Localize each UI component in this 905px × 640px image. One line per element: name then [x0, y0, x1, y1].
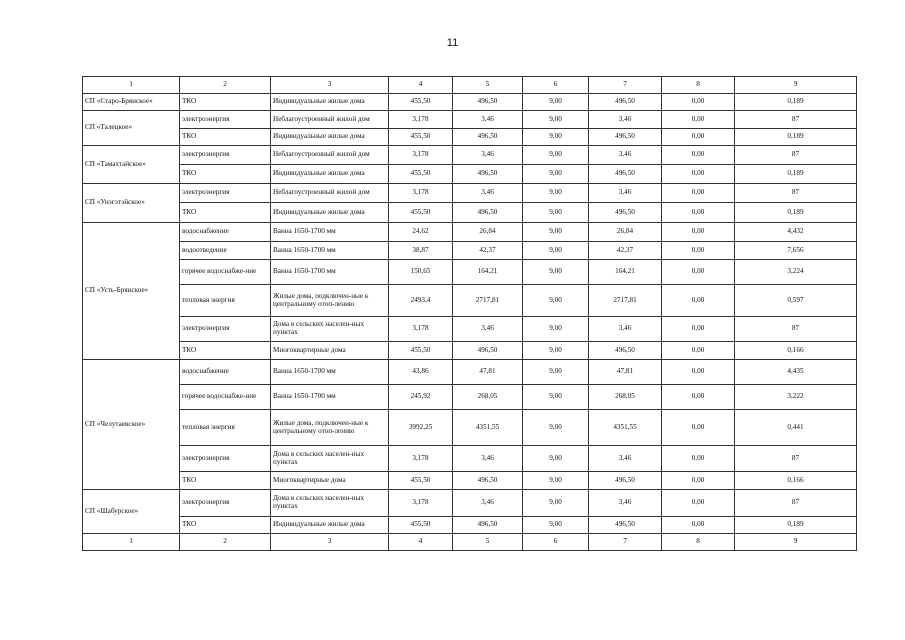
- value-cell: 3,178: [389, 446, 453, 472]
- value-cell: 38,87: [389, 242, 453, 260]
- value-cell: 0,00: [662, 490, 735, 517]
- value-cell: 9,00: [523, 242, 589, 260]
- resource-type: электроэнергия: [180, 111, 271, 129]
- value-cell: 3,46: [589, 146, 662, 165]
- table-row: [83, 165, 857, 184]
- value-cell: 496,50: [589, 94, 662, 111]
- resource-type: ТКО: [180, 517, 271, 534]
- resource-type: электроэнергия: [180, 146, 271, 165]
- consumer-category: Неблагоустроенный жилой дом: [271, 111, 389, 129]
- value-cell: 0,00: [662, 223, 735, 242]
- value-cell: 3,46: [589, 184, 662, 203]
- value-cell: 43,86: [389, 360, 453, 385]
- value-cell: 3,178: [389, 111, 453, 129]
- value-cell: 9,00: [523, 146, 589, 165]
- settlement-name: СП «Талецкое»: [83, 111, 180, 146]
- value-cell: 3,178: [389, 184, 453, 203]
- table-row: [83, 472, 857, 490]
- value-cell: 0,00: [662, 385, 735, 410]
- column-number: 1: [83, 77, 180, 94]
- tariff-table: [82, 76, 857, 551]
- consumer-category: Ванна 1650-1700 мм: [271, 385, 389, 410]
- resource-type: тепловая энергия: [180, 285, 271, 317]
- resource-type: электроэнергия: [180, 184, 271, 203]
- value-cell: 0,166: [735, 472, 857, 490]
- column-number: 2: [180, 534, 271, 551]
- value-cell: 0,189: [735, 203, 857, 223]
- value-cell: 9,00: [523, 360, 589, 385]
- column-number: 7: [589, 534, 662, 551]
- header-row: [83, 77, 857, 94]
- value-cell: 496,50: [589, 472, 662, 490]
- consumer-category: Дома в сельских населен-ных пунктах: [271, 446, 389, 472]
- value-cell: 0,00: [662, 285, 735, 317]
- table-row: [83, 242, 857, 260]
- value-cell: 9,00: [523, 285, 589, 317]
- table-row: [83, 410, 857, 446]
- value-cell: 268,05: [589, 385, 662, 410]
- consumer-category: Неблагоустроенный жилой дом: [271, 184, 389, 203]
- value-cell: 9,00: [523, 94, 589, 111]
- value-cell: 26,84: [453, 223, 523, 242]
- resource-type: ТКО: [180, 472, 271, 490]
- table-row: [83, 260, 857, 285]
- value-cell: 87: [735, 490, 857, 517]
- table-row: [83, 317, 857, 342]
- table-row: [83, 94, 857, 111]
- resource-type: водоснабжение: [180, 223, 271, 242]
- value-cell: 0,00: [662, 184, 735, 203]
- resource-type: горячее водоснабже-ние: [180, 260, 271, 285]
- value-cell: 87: [735, 146, 857, 165]
- value-cell: 164,21: [453, 260, 523, 285]
- value-cell: 496,50: [453, 94, 523, 111]
- value-cell: 496,50: [453, 472, 523, 490]
- value-cell: 0,00: [662, 111, 735, 129]
- value-cell: 0,189: [735, 94, 857, 111]
- value-cell: 0,189: [735, 165, 857, 184]
- value-cell: 150,65: [389, 260, 453, 285]
- value-cell: 455,50: [389, 129, 453, 146]
- value-cell: 9,00: [523, 446, 589, 472]
- value-cell: 3,178: [389, 490, 453, 517]
- value-cell: 3,46: [453, 446, 523, 472]
- column-number: 1: [83, 534, 180, 551]
- consumer-category: Жилые дома, подключен-ные к центральному отоп-лению: [271, 285, 389, 317]
- value-cell: 3,178: [389, 146, 453, 165]
- column-number: 2: [180, 77, 271, 94]
- consumer-category: Индивидуальные жилые дома: [271, 517, 389, 534]
- resource-type: ТКО: [180, 129, 271, 146]
- value-cell: 3,46: [453, 184, 523, 203]
- value-cell: 496,50: [589, 517, 662, 534]
- value-cell: 455,50: [389, 94, 453, 111]
- value-cell: 455,50: [389, 342, 453, 360]
- settlement-name: СП «Унэгэтэйское»: [83, 184, 180, 223]
- value-cell: 47,81: [453, 360, 523, 385]
- table-row: [83, 129, 857, 146]
- value-cell: 455,50: [389, 517, 453, 534]
- value-cell: 496,50: [589, 342, 662, 360]
- column-number: 7: [589, 77, 662, 94]
- value-cell: 0,00: [662, 342, 735, 360]
- value-cell: 9,00: [523, 129, 589, 146]
- value-cell: 496,50: [453, 517, 523, 534]
- value-cell: 24,62: [389, 223, 453, 242]
- value-cell: 3,46: [589, 446, 662, 472]
- resource-type: водоснабжение: [180, 360, 271, 385]
- settlement-name: СП «Усть-Брянское»: [83, 223, 180, 360]
- value-cell: 9,00: [523, 385, 589, 410]
- consumer-category: Ванна 1650-1700 мм: [271, 242, 389, 260]
- resource-type: горячее водоснабже-ние: [180, 385, 271, 410]
- value-cell: 0,441: [735, 410, 857, 446]
- value-cell: 0,189: [735, 517, 857, 534]
- value-cell: 87: [735, 184, 857, 203]
- value-cell: 9,00: [523, 490, 589, 517]
- resource-type: ТКО: [180, 94, 271, 111]
- value-cell: 496,50: [453, 342, 523, 360]
- value-cell: 245,92: [389, 385, 453, 410]
- value-cell: 9,00: [523, 410, 589, 446]
- consumer-category: Индивидуальные жилые дома: [271, 129, 389, 146]
- resource-type: ТКО: [180, 342, 271, 360]
- value-cell: 4,432: [735, 223, 857, 242]
- value-cell: 3,46: [589, 111, 662, 129]
- value-cell: 9,00: [523, 342, 589, 360]
- value-cell: 9,00: [523, 223, 589, 242]
- resource-type: электроэнергия: [180, 317, 271, 342]
- value-cell: 4351,55: [589, 410, 662, 446]
- value-cell: 87: [735, 111, 857, 129]
- value-cell: 9,00: [523, 184, 589, 203]
- table-row: [83, 223, 857, 242]
- settlement-name: СП «Тамахтайское»: [83, 146, 180, 184]
- value-cell: 0,00: [662, 472, 735, 490]
- value-cell: 0,00: [662, 360, 735, 385]
- value-cell: 0,00: [662, 260, 735, 285]
- table-row: [83, 111, 857, 129]
- column-number: 4: [389, 534, 453, 551]
- value-cell: 455,50: [389, 165, 453, 184]
- value-cell: 3,46: [589, 490, 662, 517]
- value-cell: 3,224: [735, 260, 857, 285]
- consumer-category: Индивидуальные жилые дома: [271, 203, 389, 223]
- value-cell: 3,178: [389, 317, 453, 342]
- value-cell: 496,50: [453, 203, 523, 223]
- value-cell: 2717,81: [453, 285, 523, 317]
- resource-type: ТКО: [180, 203, 271, 223]
- table-row: [83, 342, 857, 360]
- value-cell: 42,37: [453, 242, 523, 260]
- value-cell: 3,46: [453, 146, 523, 165]
- table-row: [83, 517, 857, 534]
- value-cell: 0,00: [662, 146, 735, 165]
- value-cell: 496,50: [589, 165, 662, 184]
- value-cell: 9,00: [523, 165, 589, 184]
- value-cell: 2493,4: [389, 285, 453, 317]
- value-cell: 496,50: [453, 165, 523, 184]
- value-cell: 87: [735, 446, 857, 472]
- consumer-category: Индивидуальные жилые дома: [271, 94, 389, 111]
- value-cell: 0,189: [735, 129, 857, 146]
- settlement-name: СП «Шабурское»: [83, 490, 180, 534]
- value-cell: 3,222: [735, 385, 857, 410]
- value-cell: 7,656: [735, 242, 857, 260]
- consumer-category: Дома в сельских населен-ных пунктах: [271, 490, 389, 517]
- column-number: 3: [271, 77, 389, 94]
- column-number: 3: [271, 534, 389, 551]
- consumer-category: Ванна 1650-1700 мм: [271, 223, 389, 242]
- value-cell: 0,597: [735, 285, 857, 317]
- value-cell: 9,00: [523, 260, 589, 285]
- settlement-name: СП «Старо-Брянское»: [83, 94, 180, 111]
- value-cell: 2717,81: [589, 285, 662, 317]
- table-row: [83, 360, 857, 385]
- value-cell: 0,00: [662, 242, 735, 260]
- consumer-category: Ванна 1650-1700 мм: [271, 260, 389, 285]
- table-row: [83, 285, 857, 317]
- value-cell: 3,46: [453, 490, 523, 517]
- resource-type: тепловая энергия: [180, 410, 271, 446]
- resource-type: ТКО: [180, 165, 271, 184]
- table-row: [83, 385, 857, 410]
- value-cell: 9,00: [523, 317, 589, 342]
- value-cell: 26,84: [589, 223, 662, 242]
- value-cell: 0,00: [662, 517, 735, 534]
- column-number: 8: [662, 77, 735, 94]
- value-cell: 0,166: [735, 342, 857, 360]
- value-cell: 47,81: [589, 360, 662, 385]
- value-cell: 496,50: [453, 129, 523, 146]
- consumer-category: Дома в сельских населен-ных пунктах: [271, 317, 389, 342]
- value-cell: 3,46: [589, 317, 662, 342]
- column-number: 9: [735, 77, 857, 94]
- value-cell: 0,00: [662, 446, 735, 472]
- value-cell: 9,00: [523, 111, 589, 129]
- value-cell: 3,46: [453, 111, 523, 129]
- resource-type: электроэнергия: [180, 490, 271, 517]
- value-cell: 3,46: [453, 317, 523, 342]
- value-cell: 455,50: [389, 203, 453, 223]
- value-cell: 9,00: [523, 517, 589, 534]
- settlement-name: СП «Челутаевское»: [83, 360, 180, 490]
- consumer-category: Многоквартирные дома: [271, 472, 389, 490]
- consumer-category: Ванна 1650-1700 мм: [271, 360, 389, 385]
- column-number: 5: [453, 77, 523, 94]
- consumer-category: Неблагоустроенный жилой дом: [271, 146, 389, 165]
- column-number: 9: [735, 534, 857, 551]
- table-row: [83, 490, 857, 517]
- column-number: 5: [453, 534, 523, 551]
- value-cell: 268,05: [453, 385, 523, 410]
- value-cell: 3992,25: [389, 410, 453, 446]
- value-cell: 42,37: [589, 242, 662, 260]
- table-row: [83, 446, 857, 472]
- value-cell: 9,00: [523, 472, 589, 490]
- page-number: 11: [446, 37, 459, 49]
- consumer-category: Индивидуальные жилые дома: [271, 165, 389, 184]
- value-cell: 0,00: [662, 165, 735, 184]
- resource-type: электроэнергия: [180, 446, 271, 472]
- value-cell: 455,50: [389, 472, 453, 490]
- value-cell: 0,00: [662, 317, 735, 342]
- resource-type: водоотведение: [180, 242, 271, 260]
- value-cell: 0,00: [662, 203, 735, 223]
- column-number: 6: [523, 77, 589, 94]
- column-number: 6: [523, 534, 589, 551]
- footer-row: [83, 534, 857, 551]
- column-number: 4: [389, 77, 453, 94]
- value-cell: 0,00: [662, 94, 735, 111]
- consumer-category: Многоквартирные дома: [271, 342, 389, 360]
- value-cell: 4,435: [735, 360, 857, 385]
- column-number: 8: [662, 534, 735, 551]
- table-row: [83, 203, 857, 223]
- value-cell: 164,21: [589, 260, 662, 285]
- table-row: [83, 146, 857, 165]
- value-cell: 87: [735, 317, 857, 342]
- consumer-category: Жилые дома, подключен-ные к центральному отоп-лению: [271, 410, 389, 446]
- value-cell: 9,00: [523, 203, 589, 223]
- table-row: [83, 184, 857, 203]
- value-cell: 0,00: [662, 410, 735, 446]
- value-cell: 4351,55: [453, 410, 523, 446]
- value-cell: 496,50: [589, 129, 662, 146]
- value-cell: 0,00: [662, 129, 735, 146]
- value-cell: 496,50: [589, 203, 662, 223]
